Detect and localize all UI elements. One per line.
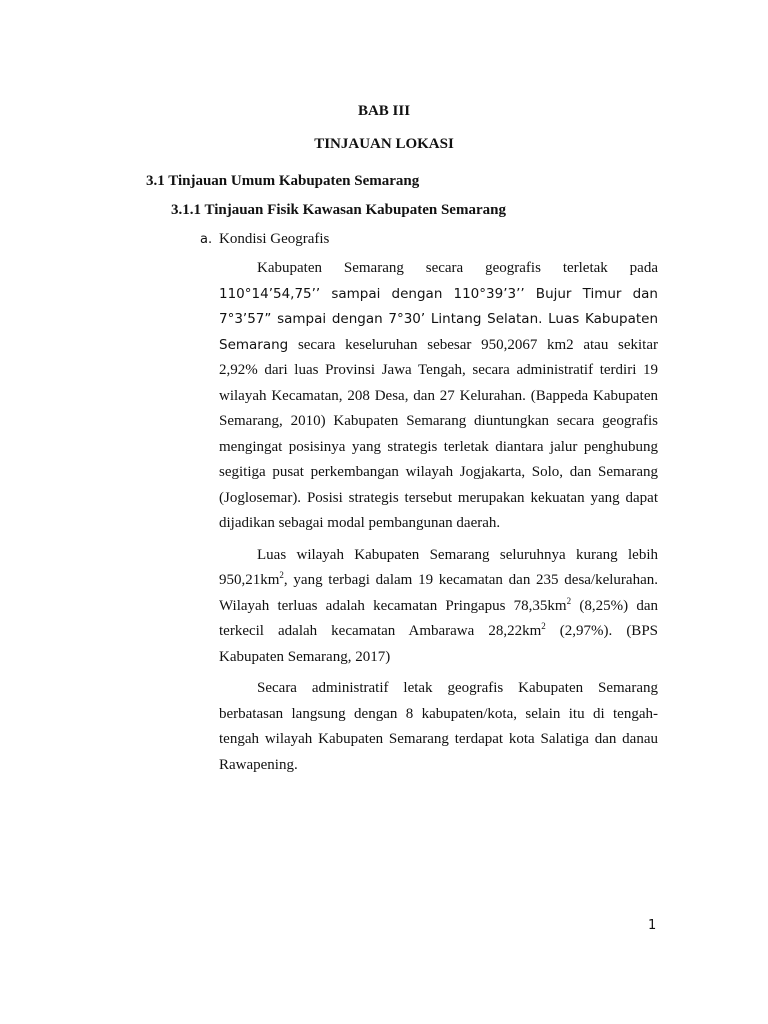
paragraph-2-part-a: Luas wilayah Kabupaten Semarang seluruhnya kurang lebih 950,21km: [219, 546, 658, 588]
paragraph-2: [219, 543, 658, 671]
page-number: 1: [648, 918, 657, 933]
list-item-a: [200, 231, 329, 248]
paragraph-2-part-b: , yang terbagi dalam 19 kecamatan dan 235 desa/kelurahan. Wilayah terluas adalah kecamatan Pringapus 78,35km: [219, 572, 658, 614]
chapter-label: BAB III: [357, 103, 411, 119]
superscript: 2: [541, 621, 546, 631]
body-text: [219, 256, 658, 778]
subsection-heading: 3.1.1 Tinjauan Fisik Kawasan Kabupaten Semarang: [171, 202, 506, 218]
section-heading: 3.1 Tinjauan Umum Kabupaten Semarang: [146, 173, 420, 189]
paragraph-2-part-c: (8,25%) dan terkecil adalah kecamatan Ambarawa 28,22km: [219, 597, 658, 639]
list-item-title: Kondisi Geografis: [219, 231, 330, 247]
paragraph-1: [219, 256, 658, 537]
paragraph-2-part-d: (2,97%). (BPS Kabupaten Semarang, 2017): [219, 623, 658, 665]
chapter-title: TINJAUAN LOKASI: [314, 136, 454, 152]
superscript: 2: [566, 595, 572, 606]
superscript: 2: [279, 570, 284, 580]
paragraph-1-coordinates: 110°14’54,75’’ sampai dengan 110°39’3’’ Bujur Timur dan 7°3’57” sampai dengan 7°30’ Lintang Selatan. Luas Kabupaten Semarang: [219, 285, 658, 353]
paragraph-3: Secara administratif letak geografis Kabupaten Semarang berbatasan langsung dengan 8 kabupaten/kota, selain itu di tengah-tengah wilayah Kabupaten Semarang terdapat kota Salatiga dan danau Rawapening.: [219, 680, 658, 773]
paragraph-1-intro: Kabupaten Semarang secara geografis terletak pada: [257, 260, 658, 276]
paragraph-1-body: secara keseluruhan sebesar 950,2067 km2 atau sekitar 2,92% dari luas Provinsi Jawa Tengah, secara administratif terdiri 19 wilayah Kecamatan, 208 Desa, dan 27 Kelurahan. (Bappeda Kabupaten Semarang, 2010) Kabupaten Semarang diuntungkan secara geografis mengingat posisinya yang strategis terletak diantara jalur penghubung segitiga pusat perkembangan wilayah Jogjakarta, Solo, dan Semarang (Joglosemar). Posisi strategis tersebut merupakan kekuatan yang dapat dijadikan sebagai modal pembangunan daerah.: [219, 336, 658, 531]
list-marker: a.: [200, 232, 213, 247]
